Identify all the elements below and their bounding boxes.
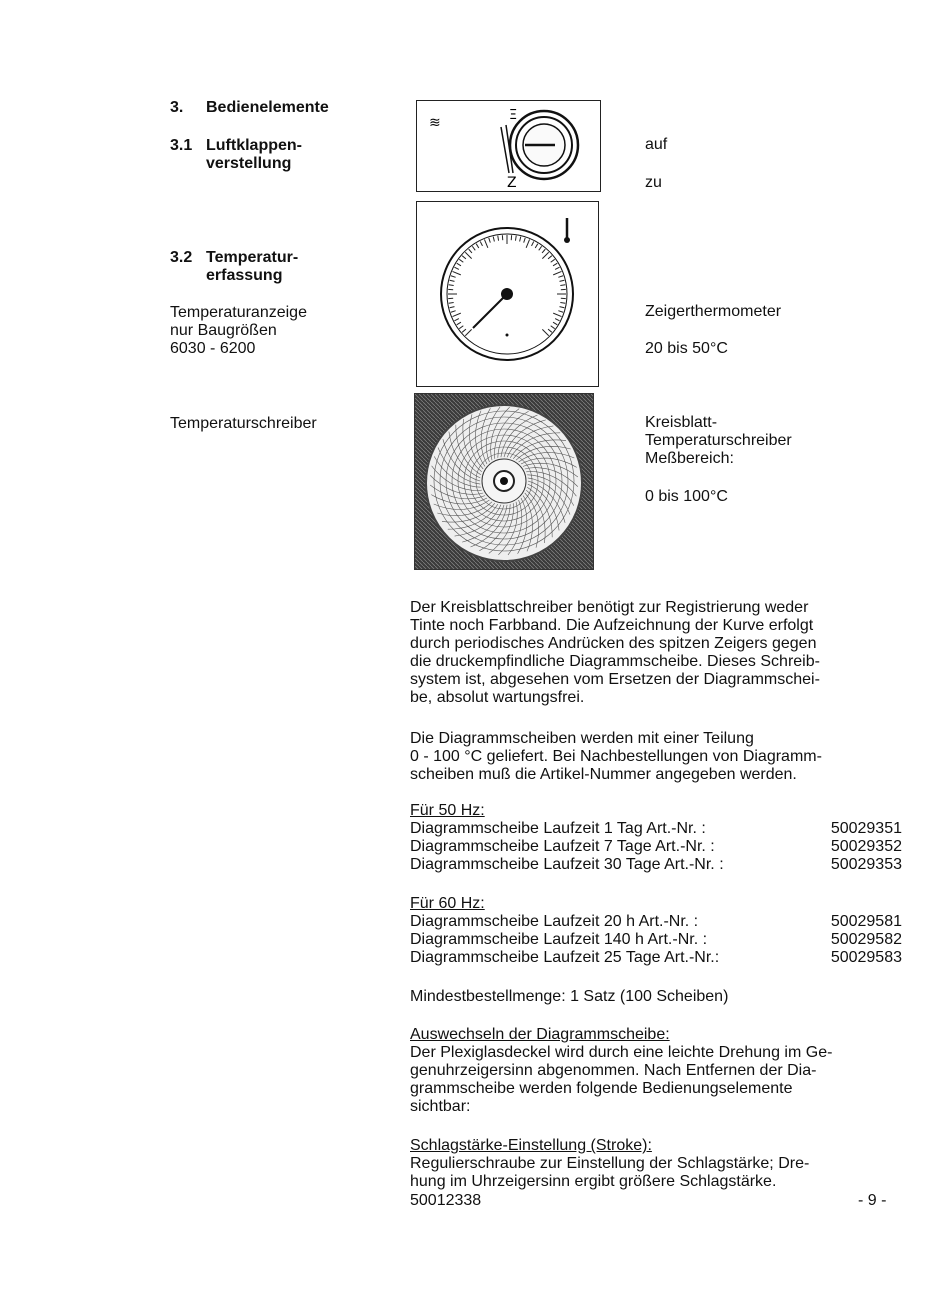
page-number: - 9 -: [858, 1192, 887, 1209]
hz50-heading: Für 50 Hz:: [410, 802, 485, 819]
document-number: 50012338: [410, 1192, 482, 1209]
article-number: 50029353: [830, 856, 902, 873]
chart-recorder-image: [414, 393, 594, 570]
row-description: Diagrammscheibe Laufzeit 30 Tage Art.-Nr. :: [410, 856, 724, 873]
thermometer-label: Zeigerthermometer: [645, 303, 782, 320]
recorder-description: Kreisblatt- Temperaturschreiber Meßbereich:: [645, 414, 792, 467]
damper-closed-symbol: Z: [507, 175, 517, 190]
exchange-heading: Auswechseln der Diagrammscheibe:: [410, 1026, 670, 1043]
table-row: [410, 913, 902, 931]
recorder-range: 0 bis 100°C: [645, 488, 728, 505]
damper-knob-image: [416, 100, 601, 192]
row-description: Diagrammscheibe Laufzeit 25 Tage Art.-Nr.:: [410, 949, 720, 966]
section-3-1-title: Luftklappen- verstellung: [206, 137, 302, 172]
stroke-paragraph: Regulierschraube zur Einstellung der Schlagstärke; Dre- hung im Uhrzeigersinn ergibt größere Schlagstärke.: [410, 1155, 810, 1190]
section-3-title: Bedienelemente: [206, 99, 329, 116]
row-description: Diagrammscheibe Laufzeit 7 Tage Art.-Nr. :: [410, 838, 715, 855]
row-description: Diagrammscheibe Laufzeit 1 Tag Art.-Nr. :: [410, 820, 706, 837]
damper-top-symbol: Ξ: [509, 108, 518, 123]
article-number: 50029351: [830, 820, 902, 837]
section-3-number: 3.: [170, 99, 184, 116]
table-row: [410, 931, 902, 949]
damper-open-symbol: ≋: [429, 115, 441, 131]
row-description: Diagrammscheibe Laufzeit 140 h Art.-Nr. :: [410, 931, 708, 948]
stroke-heading: Schlagstärke-Einstellung (Stroke):: [410, 1137, 652, 1154]
table-row: [410, 856, 902, 874]
section-3-1-number: 3.1: [170, 137, 193, 154]
chart-disc-paragraph: Die Diagrammscheiben werden mit einer Teilung 0 - 100 °C geliefert. Bei Nachbestellungen von Diagramm- scheiben muß die Artikel-Nummer angegeben werden.: [410, 730, 822, 783]
hz60-heading: Für 60 Hz:: [410, 895, 485, 912]
section-3-2-number: 3.2: [170, 249, 193, 266]
table-row: [410, 838, 902, 856]
recorder-label: Temperaturschreiber: [170, 415, 317, 432]
damper-closed-label: zu: [645, 174, 662, 191]
row-description: Diagrammscheibe Laufzeit 20 h Art.-Nr. :: [410, 913, 699, 930]
exchange-paragraph: Der Plexiglasdeckel wird durch eine leichte Drehung im Ge- genuhrzeigersinn abgenommen. Nach Entfernen der Dia- grammscheibe werden folgende Bedienungselemente sichtbar:: [410, 1044, 833, 1115]
temperature-display-label: Temperaturanzeige nur Baugrößen 6030 - 6200: [170, 304, 307, 357]
recorder-paragraph: Der Kreisblattschreiber benötigt zur Registrierung weder Tinte noch Farbband. Die Aufzeichnung der Kurve erfolgt durch periodisches Andrücken des spitzen Zeigers gegen die druckempfindliche Diagrammscheibe. Dieses Schreib- system ist, abgesehen vom Ersetzen der Diagrammschei- be, absolut wartungsfrei.: [410, 599, 820, 706]
minimum-order: Mindestbestellmenge: 1 Satz (100 Scheiben): [410, 988, 729, 1005]
pointer-thermometer-image: [416, 201, 599, 387]
section-3-2-title: Temperatur- erfassung: [206, 249, 299, 284]
table-row: [410, 949, 902, 967]
article-number: 50029582: [830, 931, 902, 948]
damper-open-label: auf: [645, 136, 668, 153]
table-row: [410, 820, 902, 838]
thermometer-range: 20 bis 50°C: [645, 340, 728, 357]
article-number: 50029581: [830, 913, 902, 930]
article-number: 50029583: [830, 949, 902, 966]
article-number: 50029352: [830, 838, 902, 855]
